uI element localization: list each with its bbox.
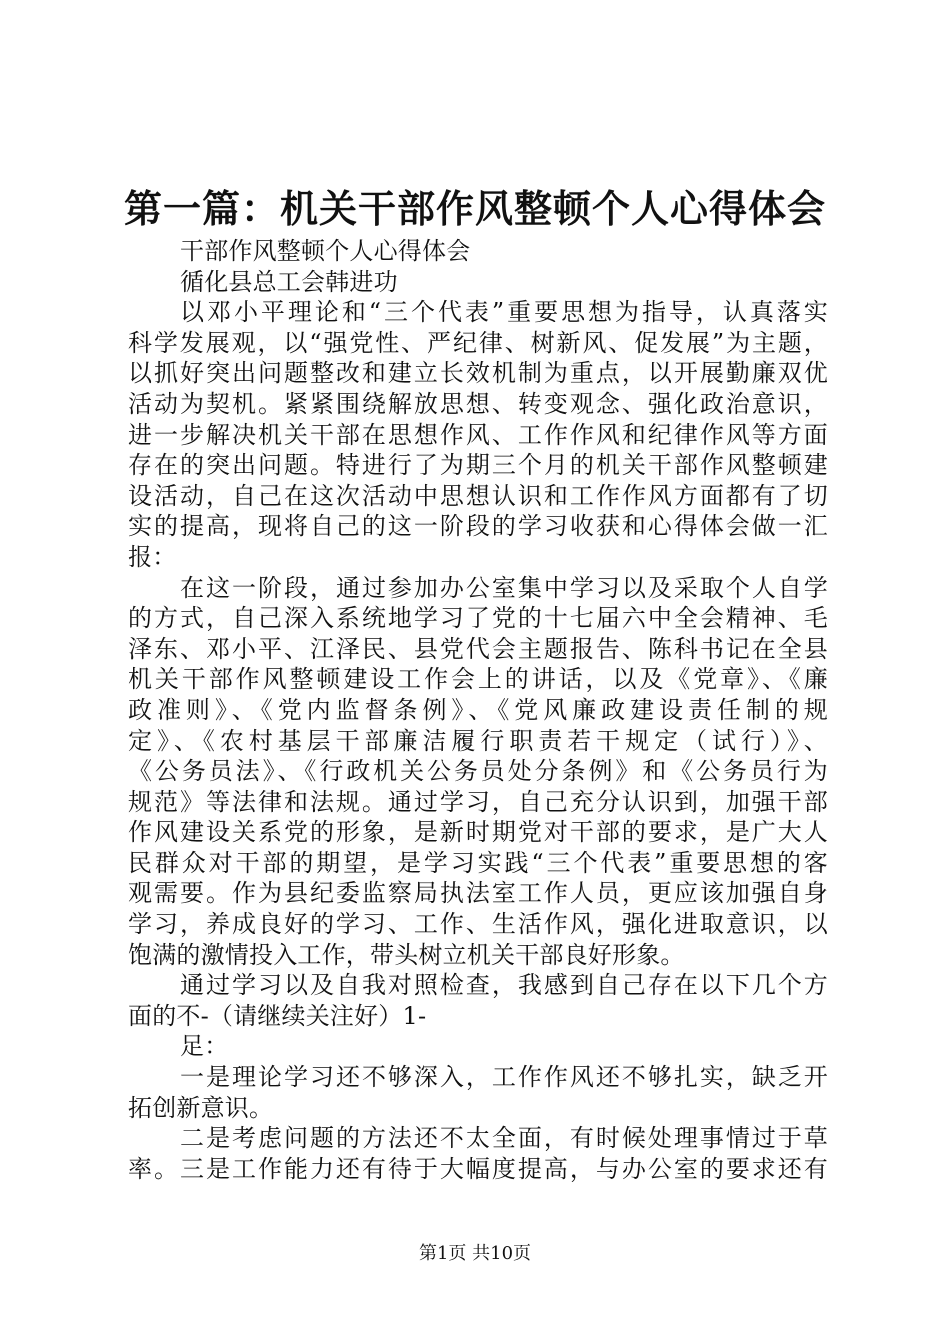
text-line: 政准则》、《党内监督条例》、《党风廉政建设责任制的规 xyxy=(128,695,828,724)
text-line: 观需要。作为县纪委监察局执法室工作人员，更应该加强自身 xyxy=(128,879,828,908)
text-line: 拓创新意识。 xyxy=(128,1093,274,1122)
text-line: 以抓好突出问题整改和建立长效机制为重点，以开展勤廉双优 xyxy=(128,359,828,388)
document-body xyxy=(128,236,848,1184)
document-title: 第一篇：机关干部作风整顿个人心得体会 xyxy=(123,186,826,231)
text-line: 以邓小平理论和“三个代表”重要思想为指导，认真落实 xyxy=(180,298,828,327)
text-line: 民群众对干部的期望，是学习实践“三个代表”重要思想的客 xyxy=(128,848,828,877)
text-line: 存在的突出问题。特进行了为期三个月的机关干部作风整顿建 xyxy=(128,451,828,480)
text-line: 活动为契机。紧紧围绕解放思想、转变观念、强化政治意识， xyxy=(128,389,828,418)
text-line: 规范》等法律和法规。通过学习，自己充分认识到，加强干部 xyxy=(128,787,828,816)
text-line: 一是理论学习还不够深入，工作作风还不够扎实，缺乏开 xyxy=(180,1063,828,1092)
text-line: 泽东、邓小平、江泽民、县党代会主题报告、陈科书记在全县 xyxy=(128,634,828,663)
text-line: 的方式，自己深入系统地学习了党的十七届六中全会精神、毛 xyxy=(128,604,828,633)
text-line: 通过学习以及自我对照检查，我感到自己存在以下几个方 xyxy=(180,971,828,1000)
text-line: 在这一阶段，通过参加办公室集中学习以及采取个人自学 xyxy=(180,573,828,602)
text-line: 足： xyxy=(180,1032,229,1061)
text-line: 科学发展观，以“强党性、严纪律、树新风、促发展”为主题， xyxy=(128,328,828,357)
text-line: 实的提高，现将自己的这一阶段的学习收获和心得体会做一汇 xyxy=(128,512,828,541)
text-line: 干部作风整顿个人心得体会 xyxy=(180,237,471,265)
text-line: 二是考虑问题的方法还不太全面，有时候处理事情过于草 xyxy=(180,1124,828,1153)
text-line: 率。三是工作能力还有待于大幅度提高，与办公室的要求还有 xyxy=(128,1154,828,1183)
text-line: 进一步解决机关干部在思想作风、工作作风和纪律作风等方面 xyxy=(128,420,828,449)
text-line: 机关干部作风整顿建设工作会上的讲话，以及《党章》、《廉 xyxy=(128,665,828,694)
text-line: 设活动，自己在这次活动中思想认识和工作作风方面都有了切 xyxy=(128,481,828,510)
text-line: 学习，养成良好的学习、工作、生活作风，强化进取意识，以 xyxy=(128,910,828,939)
page-footer: 第1页 共10页 xyxy=(418,1243,532,1264)
text-line: 作风建设关系党的形象，是新时期党对干部的要求，是广大人 xyxy=(128,818,828,847)
text-line: 面的不-（请继续关注好）1- xyxy=(128,1001,427,1030)
text-line: 饱满的激情投入工作，带头树立机关干部良好形象。 xyxy=(128,940,685,969)
text-line: 报： xyxy=(128,542,177,571)
text-line: 《公务员法》、《行政机关公务员处分条例》和《公务员行为 xyxy=(128,757,828,786)
text-line: 循化县总工会韩进功 xyxy=(180,267,398,296)
text-line: 定》、《农村基层干部廉洁履行职责若干规定（试行）》、 xyxy=(128,726,828,755)
